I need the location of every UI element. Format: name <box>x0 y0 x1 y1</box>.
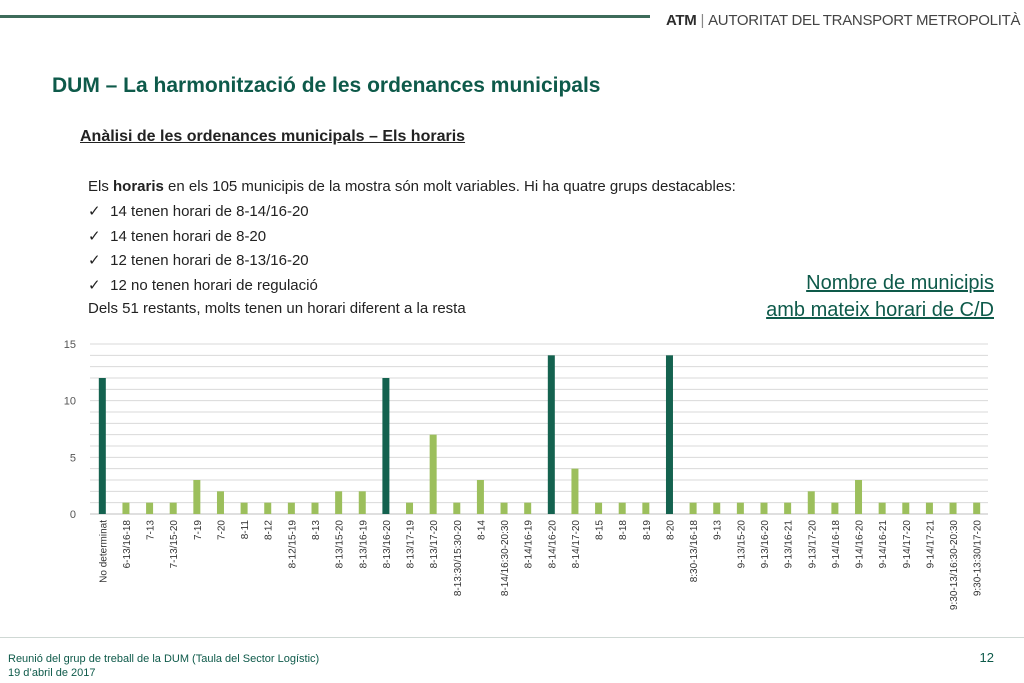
bar <box>690 503 697 514</box>
bar <box>264 503 271 514</box>
x-tick-label: 8-11 <box>240 520 252 540</box>
bar <box>784 503 791 514</box>
bar <box>595 503 602 514</box>
bullet-item <box>88 276 318 294</box>
x-tick-label: 8-20 <box>665 520 677 541</box>
bar <box>382 378 389 514</box>
bar <box>973 503 980 514</box>
x-tick-label: 8-14/16-19 <box>523 520 535 569</box>
bar <box>926 503 933 514</box>
x-tick-label: 9-13/16-20 <box>760 520 771 569</box>
x-tick-label: 9-13/16-21 <box>783 520 795 569</box>
x-tick-label: 8-15 <box>594 520 606 541</box>
x-tick-label: 8-14/16:30-20:30 <box>500 520 512 597</box>
bar <box>855 480 862 514</box>
y-tick-label: 10 <box>63 395 76 408</box>
bar <box>524 503 531 514</box>
check-icon: ✓ <box>88 252 101 269</box>
brand-bold: ATM <box>666 12 697 29</box>
bar <box>170 503 177 514</box>
x-tick-label: 8-14 <box>476 520 488 541</box>
bar <box>146 503 153 514</box>
bullet-text: 12 tenen horari de 8-13/16-20 <box>110 252 309 269</box>
bar <box>950 503 957 514</box>
bar <box>335 491 342 514</box>
bar-chart <box>0 330 1024 630</box>
brand-text: AUTORITAT DEL TRANSPORT METROPOLITÀ <box>708 12 1021 29</box>
bar <box>406 503 413 514</box>
check-icon: ✓ <box>88 228 101 245</box>
x-tick-label: 8-12/15-19 <box>287 520 299 569</box>
bar <box>99 378 106 514</box>
check-icon: ✓ <box>88 203 101 220</box>
section-subtitle: Anàlisi de les ordenances municipals – Els horaris <box>80 128 466 145</box>
bar <box>808 491 815 514</box>
bar <box>501 503 508 514</box>
bar <box>288 503 295 514</box>
bar <box>312 503 319 514</box>
bar <box>359 491 366 514</box>
bar <box>193 480 200 514</box>
x-tick-label: 8-13/16-19 <box>358 520 370 569</box>
header-rule <box>0 15 650 18</box>
bar <box>666 355 673 514</box>
x-tick-label: 8-18 <box>618 520 630 541</box>
bullet-text: 14 tenen horari de 8-14/16-20 <box>110 203 309 220</box>
bar <box>122 503 129 514</box>
bar <box>737 503 744 514</box>
x-tick-label: 8-13/15-20 <box>334 520 346 569</box>
x-tick-label: 8-13/17-20 <box>429 520 441 569</box>
bar <box>477 480 484 514</box>
x-tick-label: 9-14/17-20 <box>901 520 913 569</box>
bar <box>548 355 555 514</box>
intro-before: Els <box>88 178 114 195</box>
intro-paragraph <box>88 178 736 195</box>
intro-bold: horaris <box>113 178 164 195</box>
intro-after: en els 105 municipis de la mostra són molt variables. Hi ha quatre grups destacables: <box>163 178 736 195</box>
y-tick-label: 0 <box>69 509 76 521</box>
x-tick-label: 7-19 <box>192 520 204 541</box>
callout-line-1: Nombre de municipis <box>806 272 994 294</box>
x-tick-label: 8-19 <box>641 520 653 541</box>
x-tick-label: 9-14/16-21 <box>878 520 890 569</box>
bar <box>619 503 626 514</box>
check-icon: ✓ <box>88 277 101 294</box>
bullet-item <box>88 227 266 245</box>
x-tick-label: 9-13/17-20 <box>807 520 819 569</box>
x-tick-label: 8-13/17-19 <box>405 520 417 569</box>
x-tick-label: 9-13/15-20 <box>736 520 748 569</box>
x-tick-label: 9:30-13:30/17-20 <box>972 520 984 597</box>
bar <box>831 503 838 514</box>
bullet-item <box>88 202 309 220</box>
bullet-text: 14 tenen horari de 8-20 <box>110 228 267 245</box>
bar <box>713 503 720 514</box>
bar <box>430 435 437 514</box>
bar <box>571 469 578 514</box>
footer-rule <box>0 637 1024 638</box>
bar <box>241 503 248 514</box>
bullet-text: 12 no tenen horari de regulació <box>110 277 318 294</box>
bullet-item <box>88 251 309 269</box>
x-tick-label: 8-13 <box>311 520 322 541</box>
x-tick-label: 9-14/16-18 <box>830 520 842 569</box>
x-tick-label: 6-13/16-18 <box>121 520 133 569</box>
callout-line-2: amb mateix horari de C/D <box>766 299 994 321</box>
x-tick-label: No determinat <box>98 520 110 583</box>
bar <box>217 491 224 514</box>
bar <box>761 503 768 514</box>
x-tick-label: 8-13/16-20 <box>381 520 393 569</box>
x-tick-label: 8-14/16-20 <box>547 520 559 569</box>
x-tick-label: 7-13/15-20 <box>169 520 181 569</box>
bar <box>453 503 460 514</box>
bar <box>642 503 649 514</box>
y-tick-label: 5 <box>69 452 76 465</box>
footer-line-1: Reunió del grup de treball de la DUM (Taula del Sector Logístic) <box>8 653 320 665</box>
bar <box>879 503 886 514</box>
footer <box>8 652 319 680</box>
x-tick-label: 7-13 <box>145 520 157 541</box>
y-tick-label: 15 <box>63 339 76 351</box>
x-tick-label: 8-13:30/15:30-20 <box>452 520 464 597</box>
chart-callout <box>766 270 994 324</box>
brand-logo <box>666 12 1020 29</box>
page-number: 12 <box>979 650 994 665</box>
x-tick-label: 9-14/16-20 <box>854 520 866 569</box>
x-tick-label: 9:30-13/16:30-20:30 <box>949 520 961 611</box>
x-tick-label: 8-14/17-20 <box>570 520 582 569</box>
x-tick-label: 9-13 <box>712 520 724 541</box>
page-title: DUM – La harmonització de les ordenances municipals <box>52 74 601 97</box>
x-tick-label: 8:30-13/16-18 <box>689 520 701 583</box>
closing-text: Dels 51 restants, molts tenen un horari diferent a la resta <box>88 300 466 317</box>
footer-line-2: 19 d’abril de 2017 <box>8 667 96 679</box>
brand-separator: | <box>700 12 705 29</box>
x-tick-label: 9-14/17-21 <box>925 520 937 569</box>
x-tick-label: 8-12 <box>263 520 275 541</box>
x-tick-label: 7-20 <box>216 520 228 541</box>
bar <box>902 503 909 514</box>
